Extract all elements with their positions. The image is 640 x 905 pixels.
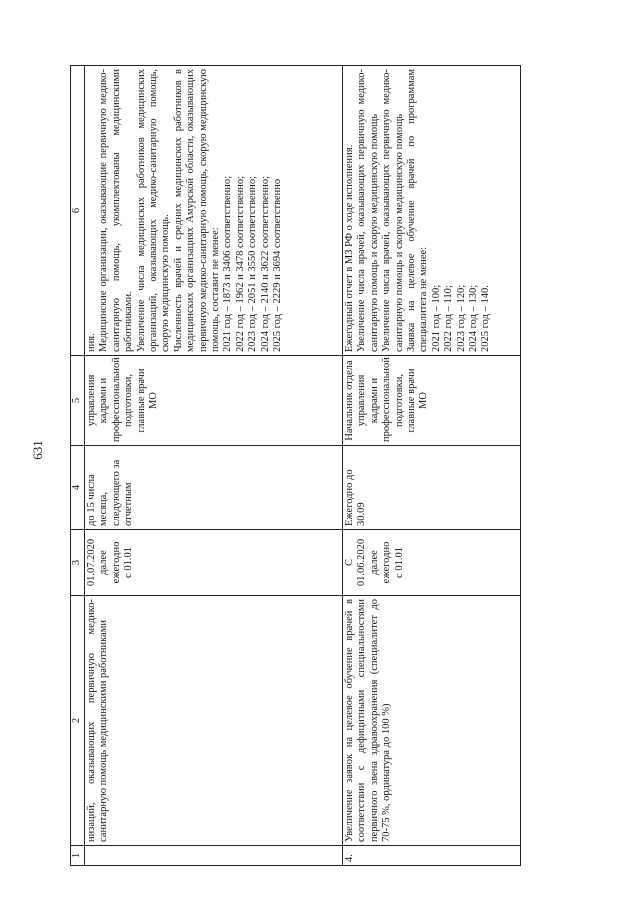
result-line: 2025 год – 140. <box>480 285 492 352</box>
responsible-line: главные врачи МО <box>135 368 160 433</box>
result-line: Ежегодный отчет в МЗ РФ о ходе исполнения. <box>344 144 355 352</box>
responsible-line: главные врачи МО <box>406 368 430 433</box>
measure-cell: низаций, оказывающих первичную медико-санитарную помощь медицинскими работниками <box>85 596 343 846</box>
result-line: 2021 год – 100; <box>430 284 442 352</box>
date-cell <box>85 530 343 596</box>
date-line: далее <box>98 550 110 575</box>
table-row <box>343 66 521 866</box>
result-line: Увеличение числа врачей, оказывающих первичную медико-санитарную помощь и скорую медицинскую помощь <box>356 69 380 352</box>
plan-table <box>70 65 521 866</box>
responsible-cell <box>343 356 521 446</box>
result-line: 2021 год – 1873 и 3406 соответственно; <box>222 175 234 352</box>
result-line: Численность врачей и средних медицинских работников в медицинских организациях Амурской области, оказывающих первичную медико-санитарную помощь, скорую медицинскую помощь, составит не менее: <box>172 69 222 352</box>
result-line: Увеличение числа медицинских работников медицинских организаций, оказывающих медико-санитарную помощь, скорую медицинскую помощь. <box>135 69 172 352</box>
date-line: ежегодно <box>381 541 393 584</box>
date-line: далее <box>368 550 380 575</box>
header-row <box>71 66 85 866</box>
result-line: Медицинские организации, оказывающие первичную медико-санитарную помощь, укомплектованы медицинскими работниками. <box>98 69 135 352</box>
result-cell <box>85 66 343 356</box>
result-line: ния. <box>86 333 97 352</box>
date-line: с 01.01 <box>123 547 135 578</box>
date-line: ежегодно <box>110 541 122 584</box>
result-line: 2022 год – 110; <box>443 285 455 352</box>
deadline-cell: до 15 числа месяца, следующего за отчетным <box>85 446 343 530</box>
date-line: С <box>344 559 355 567</box>
measure-cell: Увеличение заявок на целевое обучение врачей в соответствии с дефицитными специальностями первичного звена здравоохранения (специалитет до 70-75 %, ординатура до 100 %) <box>343 596 521 846</box>
result-line: Увеличение числа врачей, оказывающих первичную медико-санитарную помощь и скорую медицинскую помощь <box>381 69 405 352</box>
result-line: 2025 год – 2229 и 3694 соответственно <box>272 178 284 352</box>
header-cell: 4 <box>71 446 85 530</box>
result-line: 2023 год – 2051 и 3550 соответственно; <box>247 175 259 352</box>
rotated-page <box>70 66 520 866</box>
date-line: с 01.01 <box>393 547 405 578</box>
result-cell <box>343 66 521 356</box>
deadline-cell: Ежегодно до 30.09 <box>343 446 521 530</box>
result-line: 2022 год – 1962 и 3478 соответственно; <box>234 175 246 352</box>
responsible-line: Начальник отдела управления кадрами и профессиональной подготовки, <box>344 357 405 442</box>
result-line: Заявка на целевое обучение врачей по программам специалитета не менее: <box>406 69 430 352</box>
result-line: 2024 год – 130; <box>468 284 480 352</box>
row-number <box>85 846 343 866</box>
result-line: 2024 год – 2140 и 3622 соответственно; <box>259 175 271 352</box>
header-cell: 3 <box>71 530 85 596</box>
date-line: 01.06.2020 <box>356 538 368 587</box>
header-cell: 1 <box>71 846 85 866</box>
page-number: 631 <box>30 440 45 460</box>
header-cell: 5 <box>71 356 85 446</box>
header-cell: 2 <box>71 596 85 846</box>
table-row <box>85 66 343 866</box>
row-number: 4. <box>343 846 521 866</box>
date-line: 01.07.2020 <box>86 538 97 587</box>
responsible-cell <box>85 356 343 446</box>
date-cell <box>343 530 521 596</box>
header-cell: 6 <box>71 66 85 356</box>
result-line: 2023 год – 120; <box>455 284 467 352</box>
responsible-line: управления кадрами и профессиональной подготовки, <box>86 357 135 442</box>
